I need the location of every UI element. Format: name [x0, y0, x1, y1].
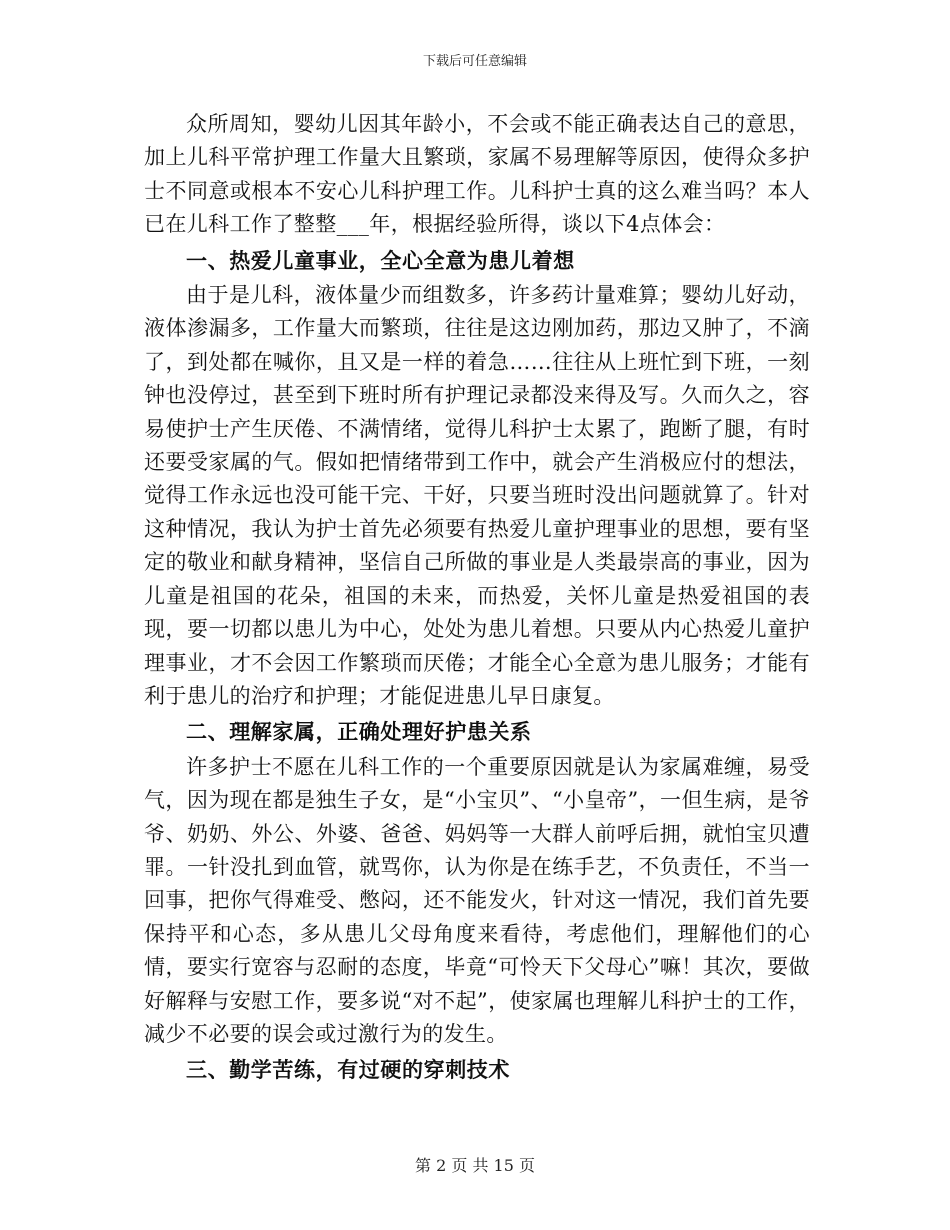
page-number: 第 2 页 共 15 页	[415, 1156, 535, 1175]
page-header: 下载后可任意编辑	[422, 54, 527, 69]
section-1-paragraph: 由于是儿科，液体量少而组数多，许多药计量难算；婴幼儿好动，液体渗漏多，工作量大而繁琐，往往是这边刚加药，那边又肿了，不滴了，到处都在喊你，且又是一样的着急……往往从上班忙到下班，一刻钟也没停过，甚至到下班时所有护理记录都没来得及写。久而久之，容易使护士产生厌倦、不满情绪，觉得儿科护士太累了，跑断了腿，有时还要受家属的气。假如把情绪带到工作中，就会产生消极应付的想法，觉得工作永远也没可能干完、干好，只要当班时没出问题就算了。针对这种情况，我认为护士首先必须要有热爱儿童护理事业的思想，要有坚定的敬业和献身精神，坚信自己所做的事业是人类最崇高的事业，因为儿童是祖国的花朵，祖国的未来，而热爱，关怀儿童是热爱祖国的表现，要一切都以患儿为中心，处处为患儿着想。只要从内心热爱儿童护理事业，才不会因工作繁琐而厌倦；才能全心全意为患儿服务；才能有利于患儿的治疗和护理；才能促进患儿早日康复。	[144, 283, 810, 708]
section-1-heading: 一、热爱儿童事业，全心全意为患儿着想	[186, 247, 575, 273]
section-2-paragraph: 许多护士不愿在儿科工作的一个重要原因就是认为家属难缠，易受气，因为现在都是独生子女，是“小宝贝”、“小皇帝”，一但生病，是爷爷、奶奶、外公、外婆、爸爸、妈妈等一大群人前呼后拥，就怕宝贝遭罪。一针没扎到血管，就骂你，认为你是在练手艺，不负责任，不当一回事，把你气得难受、憋闷，还不能发火，针对这一情况，我们首先要保持平和心态，多从患儿父母角度来看待，考虑他们，理解他们的心情，要实行宽容与忍耐的态度，毕竟“可怜天下父母心”嘛！其次，要做好解释与安慰工作，要多说“对不起”，使家属也理解儿科护士的工作，减少不必要的误会或过激行为的发生。	[144, 754, 810, 1046]
section-2-heading: 二、理解家属，正确处理好护患关系	[186, 719, 532, 745]
document-body	[144, 108, 810, 1089]
section-3-heading: 三、勤学苦练，有过硬的穿刺技术	[186, 1057, 510, 1083]
intro-paragraph: 众所周知，婴幼儿因其年龄小，不会或不能正确表达自己的意思，加上儿科平常护理工作量大且繁琐，家属不易理解等原因，使得众多护士不同意或根本不安心儿科护理工作。儿科护士真的这么难当吗？本人已在儿科工作了整整___年，根据经验所得，谈以下4点体会：	[144, 112, 810, 237]
